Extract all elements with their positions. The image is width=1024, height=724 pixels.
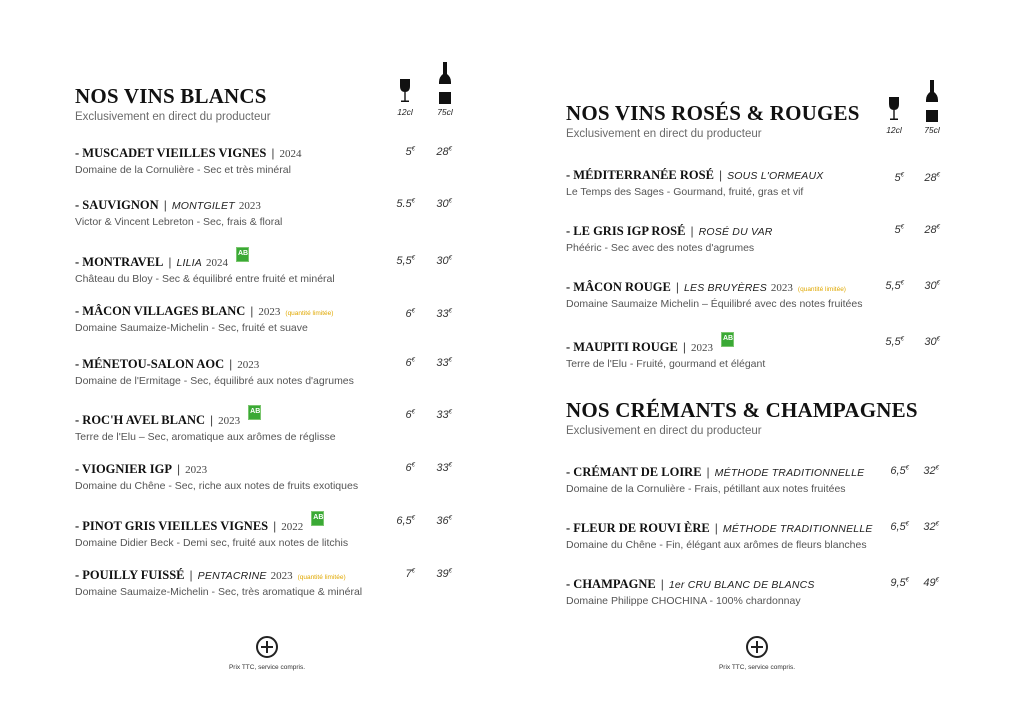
wine-description: Phééric - Sec avec des notes d'agrumes xyxy=(566,242,755,254)
wine-item xyxy=(75,462,455,492)
price-glass: 6€ xyxy=(405,357,415,369)
wine-description: Terre de l'Elu – Sec, aromatique aux arômes de réglisse xyxy=(75,431,336,443)
wine-cuvee: MÉTHODE TRADITIONNELLE xyxy=(714,467,865,479)
organic-ab-icon xyxy=(236,247,249,262)
price-glass: 5,5€ xyxy=(885,280,904,292)
organic-ab-icon xyxy=(248,405,261,420)
wine-name: - MÂCON VILLAGES BLANC xyxy=(75,304,246,318)
size-header xyxy=(393,62,457,117)
wine-item xyxy=(75,409,455,443)
price-bottle: 36€ xyxy=(436,515,452,527)
footer-note: Prix TTC, service compris. xyxy=(718,664,796,671)
restaurant-logo-icon xyxy=(746,636,768,658)
wine-name: - MAUPITI ROUGE xyxy=(566,340,678,354)
wine-name: - MUSCADET VIEILLES VIGNES xyxy=(75,146,267,160)
menu-page-right xyxy=(512,0,1024,724)
wine-description: Domaine de la Cornulière - Frais, pétillant aux notes fruitées xyxy=(566,483,846,495)
wine-description: Domaine de l'Ermitage - Sec, équilibré aux notes d'agrumes xyxy=(75,375,354,387)
size-bottle xyxy=(433,62,457,117)
price-glass: 5.5€ xyxy=(396,198,415,210)
size-header xyxy=(882,80,944,135)
price-glass: 5,5€ xyxy=(396,255,415,267)
price-bottle: 33€ xyxy=(436,462,452,474)
wine-glass-icon xyxy=(888,96,900,122)
footer xyxy=(702,636,812,671)
wine-year: 2023 xyxy=(218,415,241,427)
wine-description: Domaine du Chêne - Fin, élégant aux arômes de fleurs blanches xyxy=(566,539,867,551)
wine-description: Terre de l'Elu - Fruité, gourmand et élégant xyxy=(566,358,766,370)
wine-name: - SAUVIGNON xyxy=(75,198,159,212)
price-glass: 6€ xyxy=(405,308,415,320)
price-bottle: 39€ xyxy=(436,568,452,580)
limited-quantity-note: (quantité limitée) xyxy=(797,286,846,293)
price-bottle: 28€ xyxy=(436,146,452,158)
price-glass: 5€ xyxy=(894,172,904,184)
wine-name: - POUILLY FUISSÉ xyxy=(75,568,185,582)
restaurant-logo-icon xyxy=(256,636,278,658)
wine-bottle-icon xyxy=(438,62,452,104)
wine-item xyxy=(566,336,956,370)
wine-name: - ROC'H AVEL BLANC xyxy=(75,413,206,427)
price-bottle: 30€ xyxy=(924,280,940,292)
wine-year: 2023 xyxy=(690,342,713,354)
wine-description: Domaine de la Cornulière - Sec et très minéral xyxy=(75,164,291,176)
price-glass: 6€ xyxy=(405,409,415,421)
wine-cuvee: SOUS L'ORMEAUX xyxy=(727,170,824,182)
wine-name: - CHAMPAGNE xyxy=(566,577,656,591)
separator: | xyxy=(163,198,167,212)
section-cremants-champagnes xyxy=(566,398,966,437)
separator: | xyxy=(273,519,277,533)
section-title: NOS CRÉMANTS & CHAMPAGNES xyxy=(566,398,918,422)
wine-year: 2023 xyxy=(258,306,281,318)
size-label-glass: 12cl xyxy=(886,125,902,135)
price-glass: 7€ xyxy=(405,568,415,580)
separator: | xyxy=(168,255,172,269)
organic-ab-icon xyxy=(721,332,734,347)
section-subtitle: Exclusivement en direct du producteur xyxy=(566,128,762,140)
wine-year: 2023 xyxy=(770,282,793,294)
wine-cuvee: LES BRUYÈRES xyxy=(683,282,767,294)
price-glass: 5€ xyxy=(405,146,415,158)
wine-year: 2022 xyxy=(281,521,304,533)
wine-description: Domaine Philippe CHOCHINA - 100% chardonnay xyxy=(566,595,801,607)
wine-description: Victor & Vincent Lebreton - Sec, frais & floral xyxy=(75,216,283,228)
wine-item xyxy=(566,577,956,607)
section-subtitle: Exclusivement en direct du producteur xyxy=(75,111,271,123)
limited-quantity-note: (quantité limitée) xyxy=(297,574,346,581)
wine-description: Domaine Didier Beck - Demi sec, fruité aux notes de litchis xyxy=(75,537,349,549)
wine-item xyxy=(566,224,956,254)
wine-name: - MONTRAVEL xyxy=(75,255,164,269)
wine-name: - MÉNETOU-SALON AOC xyxy=(75,357,225,371)
footer-note: Prix TTC, service compris. xyxy=(228,664,306,671)
price-glass: 6,5€ xyxy=(396,515,415,527)
price-bottle: 30€ xyxy=(436,255,452,267)
price-glass: 6€ xyxy=(405,462,415,474)
section-title: NOS VINS ROSÉS & ROUGES xyxy=(566,101,860,125)
wine-cuvee: 1er CRU BLANC DE BLANCS xyxy=(668,579,815,591)
price-bottle: 49€ xyxy=(923,577,939,589)
wine-item xyxy=(566,168,956,198)
wine-year: 2024 xyxy=(205,257,228,269)
price-bottle: 32€ xyxy=(923,521,939,533)
size-glass xyxy=(393,78,417,117)
wine-description: Domaine Saumaize-Michelin - Sec, fruité et suave xyxy=(75,322,308,334)
wine-cuvee: MONTGILET xyxy=(171,200,235,212)
price-bottle: 33€ xyxy=(436,308,452,320)
separator: | xyxy=(210,413,214,427)
wine-name: - PINOT GRIS VIEILLES VIGNES xyxy=(75,519,269,533)
wine-cuvee: LILIA xyxy=(176,257,202,269)
wine-bottle-icon xyxy=(925,80,939,122)
wine-year: 2023 xyxy=(238,200,261,212)
wine-item xyxy=(75,146,455,176)
separator: | xyxy=(229,357,233,371)
price-bottle: 33€ xyxy=(436,357,452,369)
wine-cuvee: ROSÉ DU VAR xyxy=(698,226,773,238)
separator: | xyxy=(250,304,254,318)
wine-year: 2024 xyxy=(279,148,302,160)
wine-name: - FLEUR DE ROUVI ÈRE xyxy=(566,521,710,535)
wine-item xyxy=(566,280,956,310)
section-subtitle: Exclusivement en direct du producteur xyxy=(566,425,762,437)
wine-name: - MÂCON ROUGE xyxy=(566,280,671,294)
footer xyxy=(212,636,322,671)
wine-list-roses-rouges xyxy=(566,168,956,368)
wine-item xyxy=(566,465,956,495)
wine-list-blancs xyxy=(75,146,455,616)
price-bottle: 32€ xyxy=(923,465,939,477)
organic-ab-icon xyxy=(311,511,324,526)
price-glass: 6,5€ xyxy=(890,465,909,477)
separator: | xyxy=(177,462,181,476)
section-title: NOS VINS BLANCS xyxy=(75,84,267,108)
wine-glass-icon xyxy=(399,78,411,104)
wine-item xyxy=(75,251,455,285)
price-bottle: 30€ xyxy=(436,198,452,210)
price-glass: 5€ xyxy=(894,224,904,236)
wine-name: - CRÉMANT DE LOIRE xyxy=(566,465,702,479)
size-label-bottle: 75cl xyxy=(437,107,453,117)
price-glass: 6,5€ xyxy=(890,521,909,533)
size-glass xyxy=(882,96,906,135)
wine-description: Domaine Saumaize-Michelin - Sec, très aromatique & minéral xyxy=(75,586,363,598)
size-label-bottle: 75cl xyxy=(924,125,940,135)
separator: | xyxy=(714,521,718,535)
wine-cuvee: MÉTHODE TRADITIONNELLE xyxy=(722,523,873,535)
wine-cuvee: PENTACRINE xyxy=(197,570,267,582)
price-bottle: 30€ xyxy=(924,336,940,348)
separator: | xyxy=(682,340,686,354)
price-bottle: 28€ xyxy=(924,224,940,236)
separator: | xyxy=(189,568,193,582)
wine-name: - MÉDITERRANÉE ROSÉ xyxy=(566,168,714,182)
size-label-glass: 12cl xyxy=(397,107,413,117)
price-bottle: 28€ xyxy=(924,172,940,184)
separator: | xyxy=(718,168,723,182)
size-bottle xyxy=(920,80,944,135)
wine-item xyxy=(75,515,455,549)
price-glass: 5,5€ xyxy=(885,336,904,348)
separator: | xyxy=(271,146,275,160)
wine-item xyxy=(75,198,455,228)
wine-description: Domaine du Chêne - Sec, riche aux notes de fruits exotiques xyxy=(75,480,359,492)
wine-list-cremants xyxy=(566,465,956,615)
wine-name: - LE GRIS IGP ROSÉ xyxy=(566,224,686,238)
wine-description: Le Temps des Sages - Gourmand, fruité, gras et vif xyxy=(566,186,804,198)
separator: | xyxy=(675,280,679,294)
limited-quantity-note: (quantité limitée) xyxy=(285,310,334,317)
wine-item xyxy=(566,521,956,551)
wine-year: 2023 xyxy=(270,570,293,582)
wine-description: Château du Bloy - Sec & équilibré entre fruité et minéral xyxy=(75,273,335,285)
wine-item xyxy=(75,304,455,334)
separator: | xyxy=(706,465,710,479)
wine-item xyxy=(75,568,455,598)
separator: | xyxy=(660,577,664,591)
wine-description: Domaine Saumaize Michelin – Équilibré avec des notes fruitées xyxy=(566,298,863,310)
wine-year: 2023 xyxy=(237,359,260,371)
wine-year: 2023 xyxy=(185,464,208,476)
separator: | xyxy=(690,224,694,238)
price-glass: 9,5€ xyxy=(890,577,909,589)
price-bottle: 33€ xyxy=(436,409,452,421)
wine-name: - VIOGNIER IGP xyxy=(75,462,173,476)
wine-item xyxy=(75,357,455,387)
